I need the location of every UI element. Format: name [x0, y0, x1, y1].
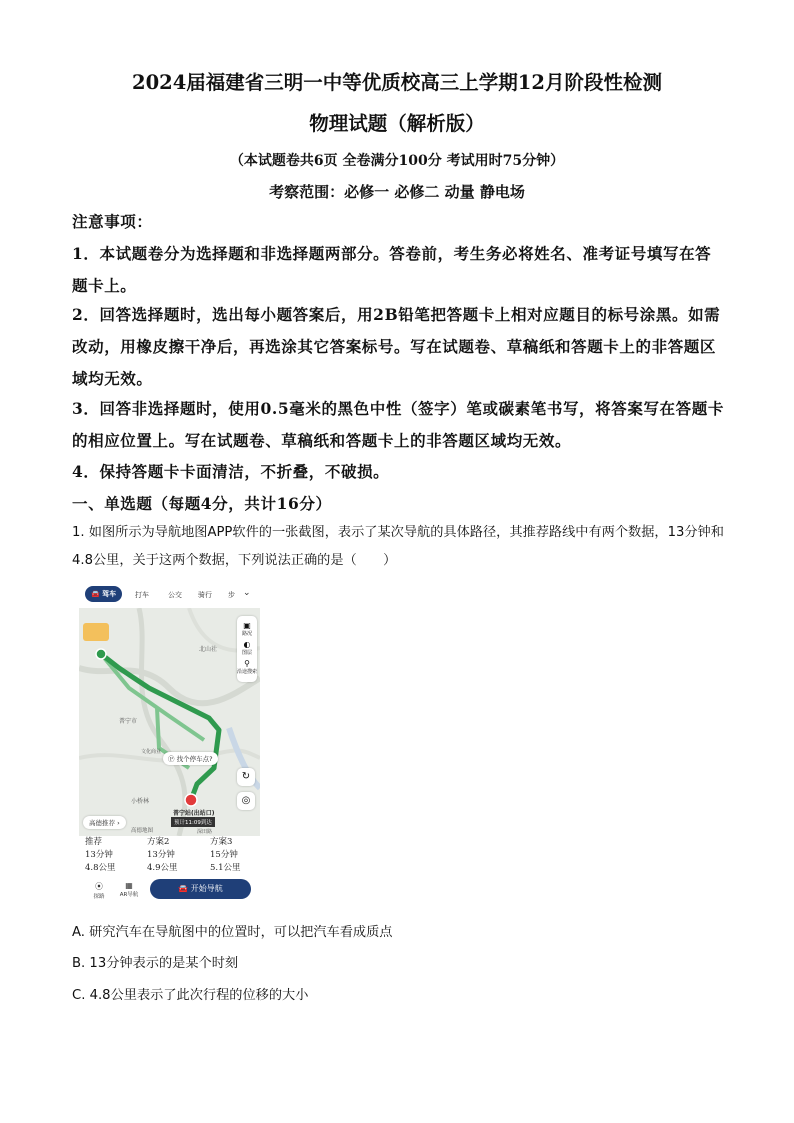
paper-subtitle: 物理试题（解析版） [309, 112, 485, 135]
search-label: 沿途搜索 [237, 669, 258, 675]
paper-info: （本试题卷共6页 全卷满分100分 考试用时75分钟） [229, 153, 565, 169]
eta-label: 预计11:09到达 [171, 817, 215, 827]
layers-label: 图层 [241, 650, 252, 656]
layers-icon[interactable]: ◐ [243, 640, 251, 649]
option-a: A. 研究汽车在导航图中的位置时，可以把汽车看成质点 [72, 925, 393, 940]
notice-item-2: 2．回答选择题时，选出每小题答案后，用2B铅笔把答题卡上相对应题目的标号涂黑。如需改动，用橡皮擦干净后，再选涂其它答案标号。写在试题卷、草稿纸和答题卡上的非答题区域均无效。 [72, 305, 721, 388]
explore-label: 探路 [93, 894, 105, 900]
map-canvas [79, 608, 260, 836]
plan-distance: 5.1公里 [210, 863, 241, 873]
traffic-icon[interactable]: ▣ [243, 621, 251, 630]
plan-time: 13分钟 [147, 850, 175, 860]
chevron-down-icon[interactable]: ⌄ [243, 588, 251, 598]
nav-mode-tabs [79, 582, 260, 608]
plan-name: 推荐 [85, 837, 103, 847]
notice-item-3: 3．回答非选择题时，使用0.5毫米的黑色中性（签字）笔或碳素笔书写，将答案写在答题卡的相应位置上。写在试题卷、草稿纸和答题卡上的非答题区域均无效。 [72, 399, 724, 450]
plan-distance: 4.8公里 [85, 863, 116, 873]
option-b: B. 13分钟表示的是某个时刻 [72, 956, 239, 971]
paper-scope: 考察范围：必修一 必修二 动量 静电场 [269, 183, 525, 201]
map-label-xiaoqiaolin: 小桥林 [131, 798, 150, 805]
parking-hint[interactable]: Ⓟ 找个停车点? [163, 752, 218, 765]
ar-icon: ▦ [125, 881, 133, 890]
plan-distance: 4.9公里 [147, 863, 178, 873]
ar-nav-button[interactable] [117, 881, 141, 898]
refresh-icon[interactable]: ↻ [237, 768, 255, 786]
ar-nav-label: AR导航 [119, 892, 139, 898]
paper-title: 2024届福建省三明一中等优质校高三上学期12月阶段性检测 [132, 71, 662, 94]
notice-heading: 注意事项： [72, 212, 153, 231]
plan-time: 13分钟 [85, 850, 113, 860]
tab-bus[interactable]: 公交 [168, 591, 182, 599]
route-preference-button[interactable]: 高德推荐 › [83, 816, 126, 829]
locate-icon[interactable]: ◎ [237, 792, 255, 810]
plan-name: 方案2 [147, 837, 170, 847]
notice-item-1: 1．本试题卷分为选择题和非选择题两部分。答卷前，考生务必将姓名、准考证号填写在答题卡上。 [72, 244, 712, 295]
plan-time: 15分钟 [210, 850, 238, 860]
radio-icon: ⦿ [95, 882, 103, 891]
map-label-shentian: 深田路 [197, 829, 213, 835]
tab-bike[interactable]: 骑行 [198, 591, 212, 599]
nav-app-screenshot [79, 582, 260, 906]
start-navigation-button[interactable]: 🚘 开始导航 [150, 879, 251, 899]
plan-name: 方案3 [210, 837, 233, 847]
question-1-stem: 1. 如图所示为导航地图APP软件的一张截图，表示了某次导航的具体路径，其推荐路线中有两个数据，13分钟和4.8公里，关于这两个数据，下列说法正确的是（ ） [72, 525, 724, 568]
map-label-beishan: 北山社 [199, 646, 218, 653]
plan-2[interactable] [147, 836, 207, 875]
map-label-culture: 文化商业 [141, 749, 162, 755]
tab-walk[interactable]: 步 [228, 591, 235, 599]
section-title: 一、单选题（每题4分，共计16分） [72, 494, 332, 513]
explore-button[interactable] [87, 881, 111, 900]
option-c: C. 4.8公里表示了此次行程的位移的大小 [72, 988, 309, 1003]
plan-3[interactable] [210, 836, 260, 875]
tab-drive[interactable]: 🚘 驾车 [85, 586, 122, 602]
plan-recommended[interactable] [85, 836, 145, 875]
notice-item-4: 4．保持答题卡卡面清洁，不折叠，不破损。 [72, 462, 390, 481]
bottom-bar [79, 877, 260, 906]
tab-taxi[interactable]: 打车 [135, 591, 149, 599]
destination-label: 普宁站(出站口) [173, 810, 215, 817]
side-toolbar [237, 616, 257, 682]
search-icon[interactable]: ⚲ [244, 659, 250, 668]
map-label-puning: 普宁市 [119, 718, 138, 725]
traffic-label: 路况 [241, 631, 252, 637]
map-watermark: 高德地图 [131, 828, 154, 834]
route-map[interactable] [79, 608, 260, 836]
